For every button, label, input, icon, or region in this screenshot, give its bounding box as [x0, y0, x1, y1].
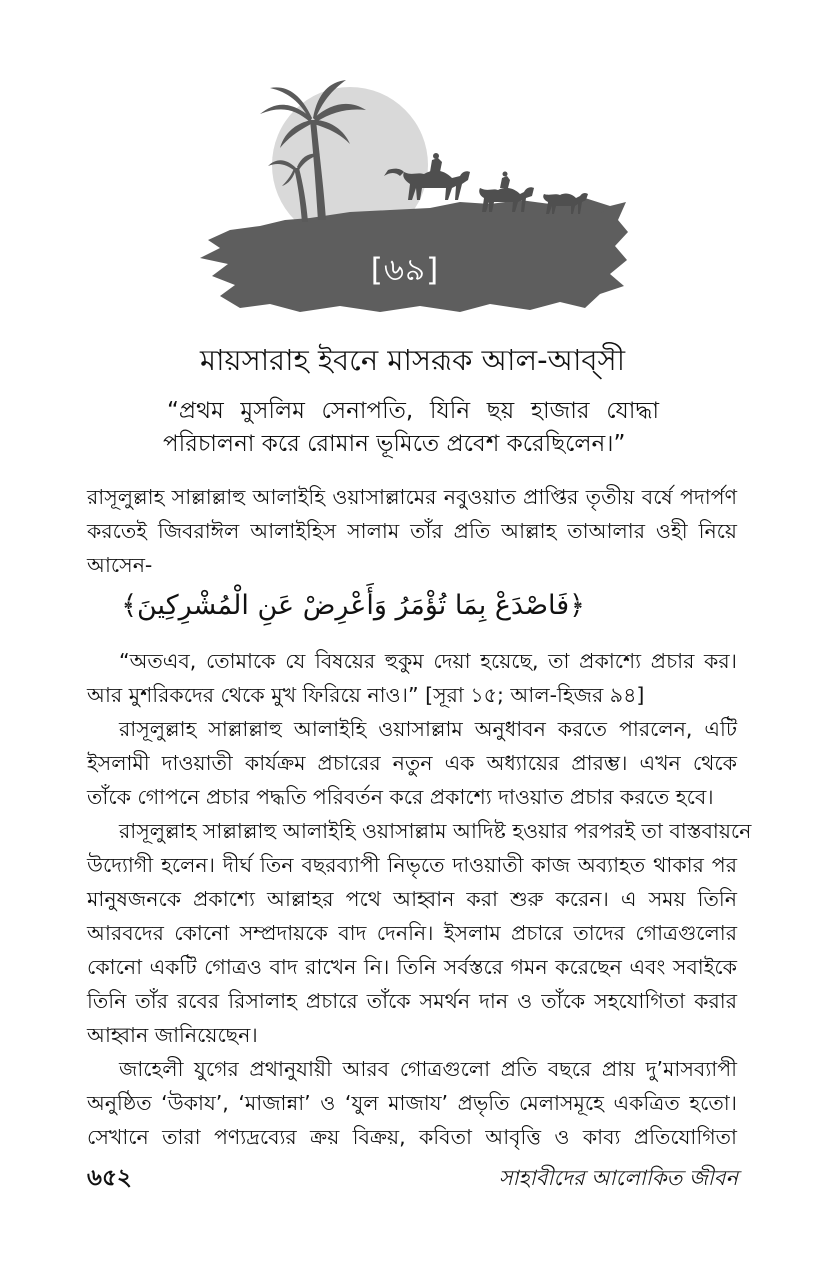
paragraph-line: রাসূলুল্লাহ সাল্লাল্লাহু আলাইহি ওয়াসাল্লামের নবুওয়াত প্রাপ্তির তৃতীয় বর্ষে পদার্পণ	[87, 485, 737, 509]
quran-verse: ﴿فَاصْدَعْ بِمَا تُؤْمَرُ وَأَعْرِضْ عَنِ الْمُشْرِكِينَ﴾	[121, 590, 585, 621]
paragraph-1	[87, 480, 737, 582]
paragraph-line: আরবদের কোনো সম্প্রদায়কে বাদ দেননি। ইসলাম প্রচারে তাদের গোত্রগুলোর	[87, 921, 737, 945]
paragraph-line: অনুষ্ঠিত ‘উকায’, ‘মাজান্না’ ও ‘যুল মাজায’ প্রভৃতি মেলাসমূহে একত্রিত হতো।	[87, 1091, 737, 1115]
paragraph-line: কোনো একটি গোত্রও বাদ রাখেন নি। তিনি সর্বস্তরে গমন করেছেন এবং সবাইকে	[87, 955, 737, 979]
paragraph-line: রাসূলুল্লাহ সাল্লাল্লাহু আলাইহি ওয়াসাল্লাম অনুধাবন করতে পারলেন, এটি	[119, 717, 737, 741]
paragraph-line: আর মুশরিকদের থেকে মুখ ফিরিয়ে নাও।” [সূরা ১৫; আল-হিজর ৯৪]	[87, 683, 645, 707]
page-number: ৬৫২	[87, 1165, 132, 1191]
paragraph-3	[87, 712, 737, 814]
paragraph-line: আসেন-	[87, 553, 153, 577]
paragraph-2	[87, 644, 737, 712]
chapter-title: মায়সারাহ ইবনে মাসরূক আল-আব্সী	[199, 343, 625, 377]
paragraph-line: তিনি তাঁর রবের রিসালাহ প্রচারে তাঁকে সমর্থন দান ও তাঁকে সহযোগিতা করার	[87, 989, 737, 1013]
paragraph-line: ইসলামী দাওয়াতী কার্যক্রম প্রচারের নতুন এক অধ্যায়ের প্রারম্ভ। এখন থেকে	[87, 751, 737, 775]
paragraph-line: “অতএব, তোমাকে যে বিষয়ের হুকুম দেয়া হয়েছে, তা প্রকাশ্যে প্রচার কর।	[119, 649, 737, 673]
running-footer-title: সাহাবীদের আলোকিত জীবন	[498, 1166, 738, 1190]
chapter-subtitle-line-1: “প্রথম মুসলিম সেনাপতি, যিনি ছয় হাজার যোদ্ধা	[167, 398, 659, 424]
paragraph-line: উদ্যোগী হলেন। দীর্ঘ তিন বছরব্যাপী নিভৃতে দাওয়াতী কাজ অব্যাহত থাকার পর	[87, 853, 737, 877]
paragraph-4	[87, 814, 752, 1052]
paragraph-line: রাসূলুল্লাহ সাল্লাল্লাহু আলাইহি ওয়াসাল্লাম আদিষ্ট হওয়ার পরপরই তা বাস্তবায়নে	[119, 819, 752, 843]
paragraph-line: আহ্বান জানিয়েছেন।	[87, 1023, 258, 1047]
paragraph-line: মানুষজনকে প্রকাশ্যে আল্লাহর পথে আহ্বান করা শুরু করেন। এ সময় তিনি	[87, 887, 737, 911]
paragraph-5	[87, 1052, 737, 1154]
chapter-subtitle-line-2: পরিচালনা করে রোমান ভূমিতে প্রবেশ করেছিলেন।”	[163, 431, 626, 457]
paragraph-line: তাঁকে গোপনে প্রচার পদ্ধতি পরিবর্তন করে প্রকাশ্যে দাওয়াত প্রচার করতে হবে।	[87, 785, 714, 809]
paragraph-line: জাহেলী যুগের প্রথানুযায়ী আরব গোত্রগুলো প্রতি বছরে প্রায় দু’মাসব্যাপী	[119, 1057, 737, 1081]
chapter-number: [৬৯]	[370, 252, 440, 288]
paragraph-line: করতেই জিবরাঈল আলাইহিস সালাম তাঁর প্রতি আল্লাহ তাআলার ওহী নিয়ে	[87, 519, 737, 543]
paragraph-line: সেখানে তারা পণ্যদ্রব্যের ক্রয় বিক্রয়, কবিতা আবৃত্তি ও কাব্য প্রতিযোগিতা	[87, 1125, 737, 1149]
